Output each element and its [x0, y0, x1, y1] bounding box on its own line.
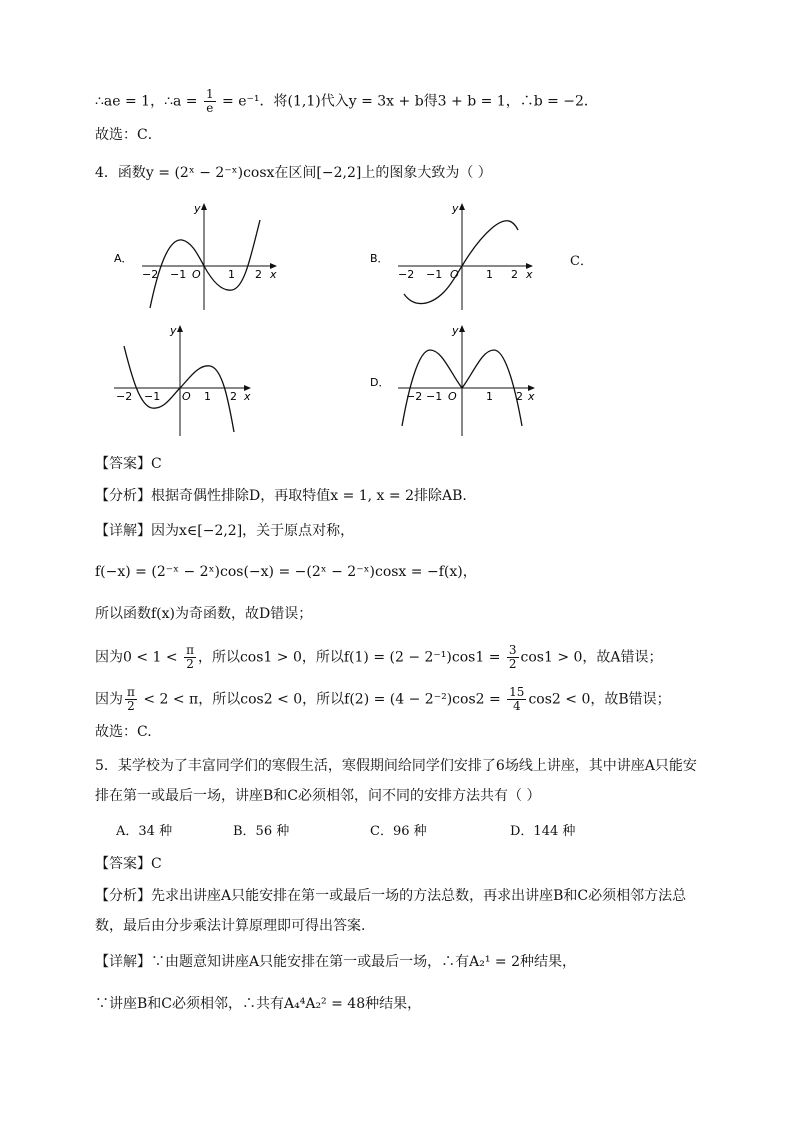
svg-text:O: O [448, 390, 457, 403]
q5-detail-2: ∵讲座B和C必须相邻，∴共有A₄⁴A₂² = 48种结果， [95, 996, 422, 1012]
fraction: $\frac{1}{e}$ [205, 87, 214, 115]
graph-option-d [370, 322, 550, 440]
q5-option-c: C．96 种 [370, 824, 427, 839]
svg-text:2: 2 [230, 390, 237, 403]
svg-text:−1: −1 [170, 268, 187, 281]
svg-text:−1: −1 [144, 390, 161, 403]
svg-text:y: y [452, 202, 459, 215]
q4-detail-3: 所以函数f(x)为奇函数，故D错误； [95, 606, 313, 622]
svg-text:1: 1 [486, 268, 493, 281]
svg-text:2: 2 [255, 268, 262, 281]
q5-option-d: D．144 种 [510, 824, 576, 839]
q4-choose: 故选：C. [95, 724, 152, 740]
fraction: $\frac{3}{2}$ [508, 643, 517, 671]
svg-text:2: 2 [511, 268, 518, 281]
svg-text:−2: −2 [116, 390, 133, 403]
svg-text:y: y [170, 324, 177, 337]
svg-text:−2: −2 [398, 268, 415, 281]
svg-text:x: x [526, 268, 533, 281]
svg-text:O: O [192, 268, 201, 281]
svg-text:−2: −2 [142, 268, 159, 281]
text: = e⁻¹．将(1,1)代入y = 3x + b得3 + b = 1，∴b = −2． [217, 93, 598, 110]
svg-text:−2: −2 [406, 390, 423, 403]
q4-detail-4: 因为0 < 1 < $\frac{\pi}{2}$ ，所以cos1 > 0，所以f(1) = (2 − 2⁻¹)cos1 = $\frac{3}{2}$ cos1 > 0，故A错误； [95, 643, 663, 671]
graph-d-label: D． [370, 376, 390, 389]
svg-text:1: 1 [204, 390, 211, 403]
q4-detail-2: f(−x) = (2⁻ˣ − 2ˣ)cos(−x) = −(2ˣ − 2⁻ˣ)cosx = −f(x)， [95, 564, 477, 580]
q5-option-b: B．56 种 [233, 824, 290, 839]
svg-text:O: O [450, 268, 459, 281]
graph-option-a [112, 200, 292, 315]
q4-detail-5: 因为 $\frac{\pi}{2}$ < 2 < π，所以cos2 < 0，所以f(2) = (4 − 2⁻²)cos2 = $\frac{15}{4}$ cos2 < 0，故B错误； [95, 685, 671, 713]
q4-detail-1: 【详解】因为x∈[−2,2]，关于原点对称， [95, 523, 355, 539]
graph-option-b [370, 200, 550, 315]
intro-line-1 [95, 88, 598, 115]
q5-analysis-1: 【分析】先求出讲座A只能安排在第一或最后一场的方法总数，再求出讲座B和C必须相邻方法总 [95, 888, 687, 904]
fraction: $\frac{15}{4}$ [509, 685, 525, 713]
q4-answer: 【答案】C [95, 456, 162, 472]
fraction: $\frac{\pi}{2}$ [186, 643, 194, 671]
svg-text:x: x [270, 268, 277, 281]
graph-b-label: B． [370, 252, 389, 265]
fraction: $\frac{\pi}{2}$ [127, 685, 135, 713]
svg-text:−1: −1 [426, 268, 443, 281]
svg-text:−1: −1 [426, 390, 443, 403]
question-5-stem-1: 5．某学校为了丰富同学们的寒假生活，寒假期间给同学们安排了6场线上讲座，其中讲座A只能安 [95, 758, 697, 774]
q5-answer: 【答案】C [95, 856, 162, 872]
svg-text:1: 1 [228, 268, 235, 281]
graph-a-label: A． [114, 252, 133, 265]
svg-text:2: 2 [516, 390, 523, 403]
svg-text:y: y [194, 202, 201, 215]
curve-b [404, 221, 518, 304]
q4-analysis: 【分析】根据奇偶性排除D，再取特值x = 1, x = 2排除AB. [95, 488, 467, 504]
svg-text:1: 1 [486, 390, 493, 403]
curve-c [124, 346, 234, 432]
q5-analysis-2: 数，最后由分步乘法计算原理即可得出答案. [95, 918, 366, 934]
svg-text:y: y [452, 324, 459, 337]
text: ∴ae = 1，∴a = [95, 93, 202, 110]
q5-option-a: A．34 种 [116, 824, 173, 839]
graph-option-c [112, 322, 262, 440]
curve-a [150, 220, 260, 308]
svg-text:O: O [182, 390, 191, 403]
question-5-stem-2: 排在第一或最后一场，讲座B和C必须相邻，问不同的安排方法共有（ ） [95, 788, 541, 804]
svg-text:x: x [528, 390, 535, 403]
graph-c-label: C． [570, 254, 593, 269]
question-4-stem: 4．函数y = (2ˣ − 2⁻ˣ)cosx在区间[−2,2]上的图象大致为（ ） [95, 165, 492, 181]
svg-text:x: x [244, 390, 251, 403]
intro-line-2: 故选：C． [95, 127, 162, 143]
q5-detail-1: 【详解】∵由题意知讲座A只能安排在第一或最后一场，∴有A₂¹ = 2种结果， [95, 954, 576, 970]
